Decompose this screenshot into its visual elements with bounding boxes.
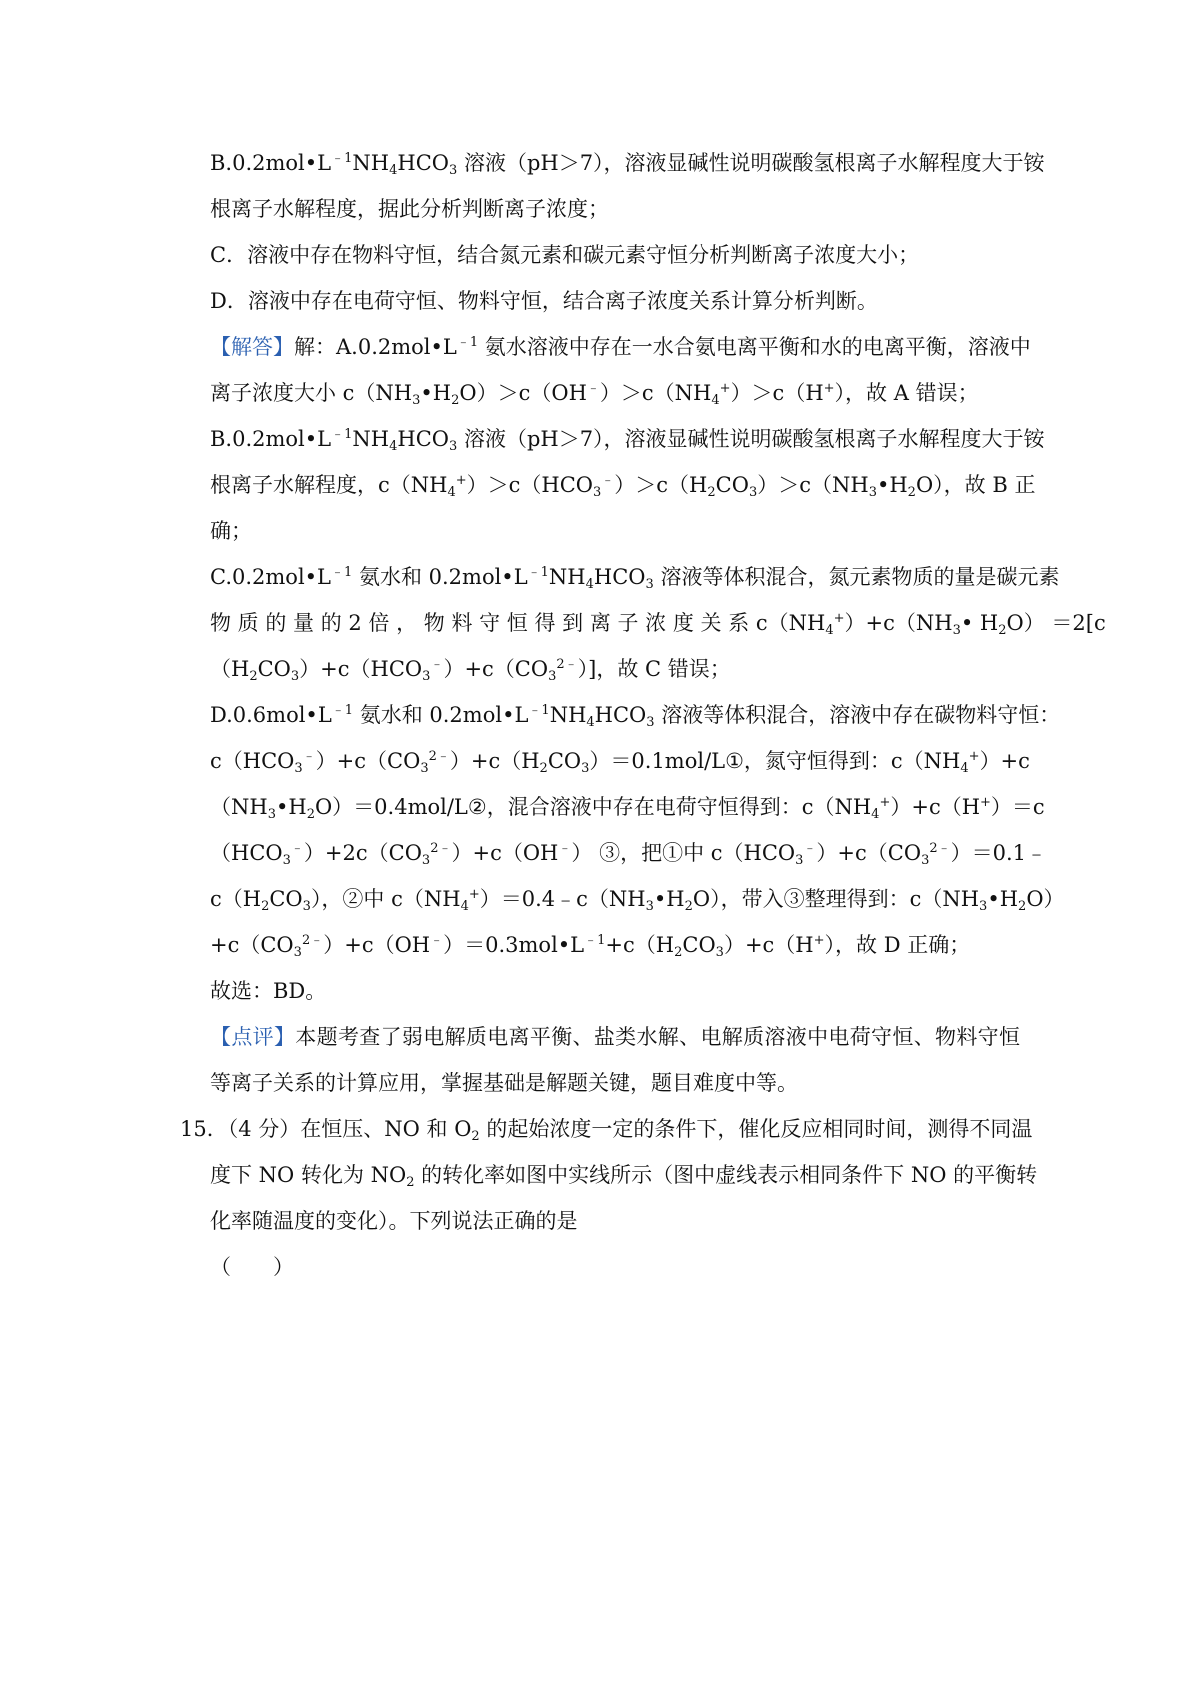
text-run: O）＝0.4mol/L②，混合溶液中存在电荷守恒得到：c（NH: [314, 795, 872, 819]
text-run: O）＞c（OH: [459, 381, 587, 405]
text-run: HCO: [594, 703, 647, 727]
text-run: CO: [715, 473, 749, 497]
text-run: •H: [876, 473, 908, 497]
supscript-run: ﹣1: [331, 565, 353, 580]
subscript-run: 3: [421, 853, 431, 868]
text-run: C．溶液中存在物料守恒，结合氮元素和碳元素守恒分析判断离子浓度大小；: [210, 243, 920, 267]
section-tag: 【解答】: [210, 335, 294, 359]
subscript-run: 2: [539, 761, 548, 776]
text-run: ）＞c（HCO: [466, 473, 593, 497]
text-run: 根离子水解程度，c（NH: [210, 473, 448, 497]
text-line: [210, 470, 1036, 500]
text-run: ）+c（H: [449, 749, 540, 773]
text-run: ）+c（H: [890, 795, 981, 819]
text-run: 氨水溶液中存在一水合氨电离平衡和水的电离平衡，溶液中: [478, 335, 1031, 359]
text-run: ） ③，把①中 c（HCO: [571, 841, 796, 865]
text-run: B.0.2mol•L: [210, 427, 332, 451]
text-run: ）+c（CO: [443, 657, 549, 681]
supscript-run: ﹣: [430, 933, 444, 948]
subscript-run: 4: [389, 163, 398, 178]
text-line: [210, 148, 1045, 178]
supscript-run: ﹣: [302, 749, 316, 764]
supscript-run: ﹣1: [331, 703, 354, 718]
text-line: [210, 930, 1020, 960]
subscript-run: 2: [249, 669, 258, 684]
text-line: [210, 884, 1065, 914]
text-run: O）: [1026, 887, 1065, 911]
text-run: HCO: [593, 565, 646, 589]
text-line: [210, 976, 1020, 1006]
answer-blank: [210, 1252, 1020, 1282]
subscript-run: 2: [451, 393, 460, 408]
text-run: O），故 B 正: [915, 473, 1036, 497]
text-run: 故选：BD。: [210, 979, 327, 1003]
text-run: ）+c（OH: [451, 841, 559, 865]
subscript-run: 2: [261, 899, 270, 914]
subscript-run: 4: [585, 577, 594, 592]
text-line: [210, 1160, 1038, 1190]
supscript-run: ﹣1: [528, 703, 550, 718]
text-run: ）＝c: [990, 795, 1045, 819]
text-run: ）＝0.3mol•L: [443, 933, 585, 957]
text-line: [210, 792, 1045, 822]
text-run: ）＝0.1mol/L①，氮守恒得到：c（NH: [589, 749, 961, 773]
subscript-run: 3: [715, 945, 724, 960]
subscript-run: 3: [282, 853, 291, 868]
text-line: [210, 240, 1020, 270]
text-run: ）＞c（NH: [757, 473, 869, 497]
supscript-run: +: [455, 473, 467, 488]
supscript-run: +: [823, 381, 835, 396]
subscript-run: 4: [389, 439, 398, 454]
text-line: [210, 608, 1106, 638]
text-run: ）＞c（NH: [599, 381, 712, 405]
text-run: ）+c: [979, 749, 1030, 773]
supscript-run: 2﹣: [430, 841, 452, 856]
text-line: [210, 562, 1060, 592]
supscript-run: +: [813, 933, 825, 948]
text-run: 15．（4 分）在恒压、NO 和 O: [180, 1117, 472, 1141]
text-run: • H: [960, 611, 999, 635]
text-line: [210, 746, 1030, 776]
text-line: [210, 700, 1061, 730]
text-run: O） ＝2[c: [1006, 611, 1106, 635]
subscript-run: 2: [684, 899, 693, 914]
subscript-run: 4: [960, 761, 969, 776]
subscript-run: 3: [302, 899, 311, 914]
subscript-run: 3: [548, 669, 557, 684]
supscript-run: +: [879, 795, 891, 810]
supscript-run: ﹣: [430, 657, 444, 672]
subscript-run: 2: [907, 485, 916, 500]
subscript-run: 3: [645, 577, 654, 592]
text-run: ）+c（CO: [816, 841, 922, 865]
text-run: C.0.2mol•L: [210, 565, 331, 589]
supscript-run: ﹣1: [584, 933, 606, 948]
subscript-run: 3: [748, 485, 758, 500]
supscript-run: ﹣: [601, 473, 615, 488]
text-run: ），故 D 正确；: [824, 933, 971, 957]
text-run: 化率随温度的变化）。下列说法正确的是: [210, 1209, 578, 1233]
subscript-run: 3: [868, 485, 877, 500]
text-run: CO: [257, 657, 291, 681]
text-run: ）+2c（CO: [303, 841, 422, 865]
text-run: •H: [275, 795, 307, 819]
subscript-run: 2: [674, 945, 683, 960]
subscript-run: 4: [871, 807, 880, 822]
subscript-run: 3: [422, 669, 431, 684]
text-run: 溶液（pH＞7），溶液显碱性说明碳酸氢根离子水解程度大于铵: [457, 427, 1045, 451]
text-run: 氨水和 0.2mol•L: [352, 565, 528, 589]
text-run: ）＝0.4﹣c（NH: [479, 887, 646, 911]
text-line: [210, 1068, 1020, 1098]
supscript-run: ﹣: [290, 841, 304, 856]
text-run: 本题考查了弱电解质电离平衡、盐类水解、电解质溶液中电荷守恒、物料守恒: [295, 1025, 1020, 1049]
subscript-run: 3: [448, 439, 458, 454]
text-run: +c（CO: [210, 933, 294, 957]
text-run: ）+c（OH: [323, 933, 431, 957]
subscript-run: 3: [412, 393, 421, 408]
text-line: [210, 1206, 1020, 1236]
question-15-line: [180, 1114, 1033, 1144]
text-line: [210, 424, 1045, 454]
subscript-run: 2: [306, 807, 315, 822]
subscript-run: 3: [795, 853, 804, 868]
supscript-run: +: [468, 887, 480, 902]
subscript-run: 3: [581, 761, 590, 776]
text-run: 解：A.0.2mol•L: [294, 335, 457, 359]
subscript-run: 4: [586, 715, 595, 730]
text-run: 度下 NO 转化为 NO: [210, 1163, 407, 1187]
comment-heading-line: [210, 1022, 1020, 1052]
text-run: 根离子水解程度，据此分析判断离子浓度；: [210, 197, 609, 221]
text-run: 离子浓度大小 c（NH: [210, 381, 413, 405]
text-run: D．溶液中存在电荷守恒、物料守恒，结合离子浓度关系计算分析判断。: [210, 289, 878, 313]
text-run: 溶液等体积混合，氮元素物质的量是碳元素: [653, 565, 1060, 589]
text-run: （H: [210, 657, 250, 681]
text-line: [210, 838, 1048, 868]
text-run: ），②中 c（NH: [310, 887, 461, 911]
subscript-run: 3: [646, 715, 655, 730]
text-line: [210, 194, 1020, 224]
text-run: 的起始浓度一定的条件下，催化反应相同时间，测得不同温: [479, 1117, 1033, 1141]
subscript-run: 2: [998, 623, 1007, 638]
text-run: ），故 A 错误；: [834, 381, 979, 405]
text-run: ）＝0.1﹣: [950, 841, 1048, 865]
text-run: （NH: [210, 795, 268, 819]
text-run: 溶液（pH＞7），溶液显碱性说明碳酸氢根离子水解程度大于铵: [457, 151, 1045, 175]
text-run: 的转化率如图中实线所示（图中虚线表示相同条件下 NO 的平衡转: [414, 1163, 1038, 1187]
text-run: 物 质 的 量 的 2 倍 ， 物 料 守 恒 得 到 离 子 浓 度 关 系 c（NH: [210, 611, 826, 635]
supscript-run: ﹣: [803, 841, 817, 856]
subscript-run: 4: [447, 485, 456, 500]
subscript-run: 3: [294, 761, 303, 776]
text-run: D.0.6mol•L: [210, 703, 332, 727]
text-run: HCO: [397, 427, 449, 451]
text-run: （HCO: [210, 841, 283, 865]
supscript-run: +: [968, 749, 980, 764]
text-run: ）＞c（H: [614, 473, 708, 497]
text-run: •H: [420, 381, 452, 405]
subscript-run: 3: [293, 945, 302, 960]
supscript-run: 2﹣: [556, 657, 578, 672]
text-run: 氨水和 0.2mol•L: [353, 703, 529, 727]
supscript-run: 2﹣: [301, 933, 324, 948]
subscript-run: 4: [711, 393, 720, 408]
text-run: 等离子关系的计算应用，掌握基础是解题关键，题目难度中等。: [210, 1071, 798, 1095]
subscript-run: 4: [460, 899, 469, 914]
text-run: HCO: [397, 151, 449, 175]
supscript-run: +: [833, 611, 845, 626]
subscript-run: 2: [707, 485, 716, 500]
text-line: [210, 654, 1020, 684]
answer-heading-line: [210, 332, 1031, 362]
text-run: （ ）: [210, 1255, 294, 1279]
subscript-run: 4: [825, 623, 834, 638]
text-run: •H: [653, 887, 685, 911]
text-run: ）+c（HCO: [299, 657, 423, 681]
supscript-run: ﹣: [586, 381, 600, 396]
text-run: 溶液等体积混合，溶液中存在碳物料守恒：: [654, 703, 1061, 727]
supscript-run: ﹣1: [331, 427, 353, 442]
supscript-run: ﹣: [558, 841, 572, 856]
text-run: •H: [987, 887, 1019, 911]
supscript-run: ﹣1: [527, 565, 549, 580]
text-run: NH: [352, 151, 390, 175]
text-run: O），带入③整理得到：c（NH: [692, 887, 980, 911]
subscript-run: 3: [448, 163, 458, 178]
text-run: CO: [547, 749, 582, 773]
subscript-run: 3: [979, 899, 988, 914]
supscript-run: ﹣1: [331, 151, 353, 166]
text-run: ）+c（CO: [315, 749, 421, 773]
text-line: [210, 378, 1020, 408]
supscript-run: +: [980, 795, 991, 810]
text-run: CO: [269, 887, 303, 911]
supscript-run: +: [719, 381, 731, 396]
text-line: [210, 516, 1020, 546]
text-run: ）+c（H: [723, 933, 814, 957]
text-run: NH: [352, 427, 390, 451]
subscript-run: 3: [593, 485, 602, 500]
text-run: NH: [549, 703, 587, 727]
supscript-run: ﹣1: [456, 335, 479, 350]
subscript-run: 3: [290, 669, 300, 684]
subscript-run: 3: [921, 853, 930, 868]
text-run: ）+c（NH: [844, 611, 953, 635]
text-run: NH: [548, 565, 586, 589]
supscript-run: 2﹣: [929, 841, 951, 856]
text-run: ）＞c（H: [730, 381, 824, 405]
section-tag: 【点评】: [210, 1025, 296, 1049]
text-run: ）]，故 C 错误；: [577, 657, 731, 681]
text-run: B.0.2mol•L: [210, 151, 332, 175]
supscript-run: 2﹣: [428, 749, 450, 764]
subscript-run: 3: [420, 761, 429, 776]
text-run: c（HCO: [210, 749, 295, 773]
subscript-run: 2: [1018, 899, 1027, 914]
subscript-run: 3: [645, 899, 654, 914]
subscript-run: 3: [952, 623, 961, 638]
text-run: +c（H: [605, 933, 675, 957]
subscript-run: 2: [406, 1175, 415, 1190]
text-run: CO: [682, 933, 716, 957]
subscript-run: 3: [267, 807, 276, 822]
subscript-run: 2: [471, 1129, 480, 1144]
text-run: 确；: [210, 519, 252, 543]
text-run: c（H: [210, 887, 262, 911]
text-line: [210, 286, 1020, 316]
